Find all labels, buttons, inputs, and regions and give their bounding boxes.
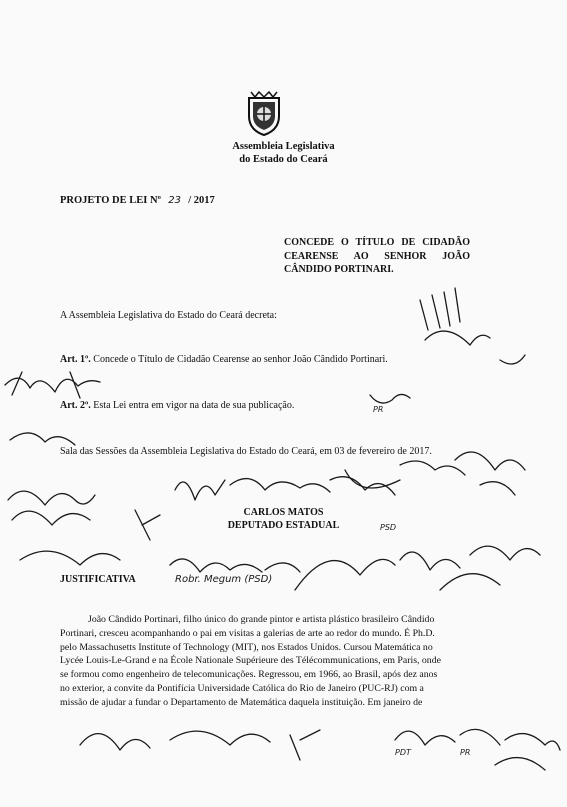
signatory-title: DEPUTADO ESTADUAL <box>227 520 340 531</box>
justification-line: Portinari, cresceu acompanhando o pai em visitas a galerias de arte ao redor do mundo. É Ph.D. <box>60 627 435 639</box>
bill-prefix: PROJETO DE LEI Nº <box>60 195 162 206</box>
signatory-name: CARLOS MATOS <box>243 507 324 518</box>
article-1 <box>60 354 388 365</box>
justification-line: pelo Massachusetts Institute of Technology (MIT), nos Estados Unidos. Cursou Matemática no <box>60 641 433 653</box>
handwritten-psd-label-2: PSD <box>380 523 397 532</box>
institution-name-line2: do Estado do Ceará <box>239 154 328 165</box>
article-2-text: Esta Lei entra em vigor na data de sua publicação. <box>90 400 295 411</box>
ceara-coat-of-arms-icon <box>245 90 283 136</box>
article-2-label: Art. 2º. <box>60 400 91 411</box>
justification-heading: JUSTIFICATIVA <box>60 574 136 585</box>
bill-year: / 2017 <box>188 195 215 206</box>
article-1-text: Concede o Título de Cidadão Cearense ao senhor João Cândido Portinari. <box>90 354 388 365</box>
justification-line: Lycée Louis-Le-Grand e na École Nationale Supérieure des Télécommunications, em Paris, onde <box>60 655 441 667</box>
justification-line: João Cândido Portinari, filho único do grande pintor e artista plástico brasileiro Cândido <box>88 614 435 625</box>
handwritten-pr-label: PR <box>373 405 384 414</box>
enacting-clause: A Assembleia Legislativa do Estado do Ceará decreta: <box>60 310 277 321</box>
article-2 <box>60 400 294 411</box>
handwritten-pdt-label: PDT <box>395 748 411 757</box>
article-1-label: Art. 1º. <box>60 354 91 365</box>
justification-body <box>60 613 501 710</box>
handwritten-pr-label-2: PR <box>460 748 471 757</box>
institution-name-line1: Assembleia Legislativa <box>232 141 335 152</box>
bill-number-heading <box>60 195 215 206</box>
bill-summary: CONCEDE O TÍTULO DE CIDADÃO CEARENSE AO SENHOR JOÃO CÂNDIDO PORTINARI. <box>284 237 470 275</box>
justification-line: no exterior, a convite da Pontifícia Universidade Católica do Rio de Janeiro (PUC-RJ) com a <box>60 682 424 694</box>
handwritten-psd-label: Robr. Megum (PSD) <box>175 574 273 585</box>
session-date-line: Sala das Sessões da Assembleia Legislativa do Estado do Ceará, em 03 de fevereiro de 2017. <box>60 446 432 457</box>
justification-line: se formou como engenheiro de telecomunicações. Regressou, em 1966, ao Brasil, após dez anos <box>60 669 438 681</box>
bill-number-handwritten: 23 <box>168 195 181 206</box>
justification-line: missão de ajudar a fundar o Departamento de Matemática daquela instituição. Em janeiro de <box>60 696 423 708</box>
